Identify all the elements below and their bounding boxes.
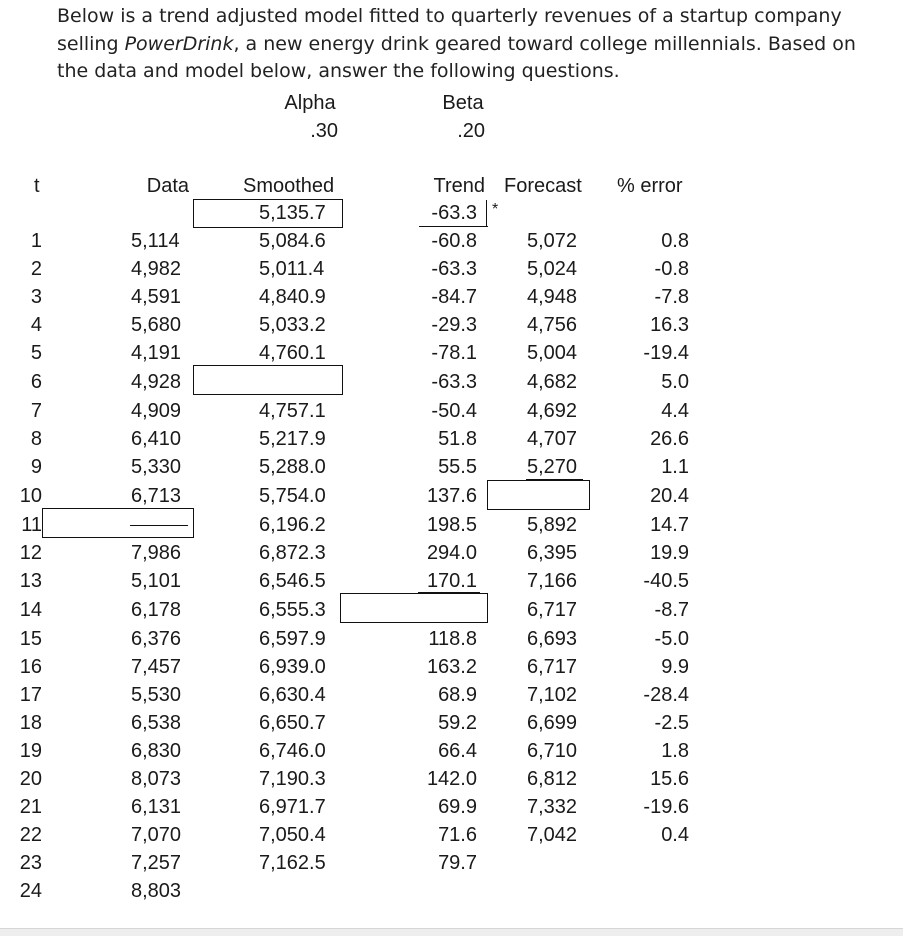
cell-smoothed: 7,162.5 (259, 852, 326, 874)
table-row (0, 339, 903, 367)
cell-error: -40.5 (643, 570, 689, 592)
cell-t: 13 (19, 570, 42, 592)
initial-trend: -63.3 (431, 202, 477, 224)
initial-trend-divider (486, 200, 487, 227)
cell-data: 7,457 (131, 656, 182, 678)
alpha-label: Alpha (284, 92, 336, 114)
cell-data: 5,330 (131, 456, 182, 478)
cell-data: 6,131 (131, 796, 182, 818)
table-row (0, 482, 903, 510)
cell-error: -0.8 (654, 258, 689, 280)
table-row (0, 397, 903, 425)
cell-error: 0.4 (661, 824, 689, 846)
cell-t: 9 (30, 456, 42, 478)
cell-t: 7 (30, 400, 42, 422)
cell-smoothed: 5,288.0 (259, 456, 326, 478)
cell-data: 6,376 (131, 628, 182, 650)
cell-forecast: 5,892 (527, 514, 578, 536)
cell-error: 19.9 (650, 542, 689, 564)
table-row (0, 849, 903, 877)
intro-text (57, 3, 857, 86)
cell-trend: 68.9 (438, 684, 477, 706)
cell-smoothed: 6,971.7 (259, 796, 326, 818)
table-row (0, 821, 903, 849)
beta-label: Beta (442, 92, 484, 114)
cell-smoothed: 5,754.0 (259, 485, 326, 507)
cell-smoothed: 5,217.9 (259, 428, 326, 450)
cell-error: 5.0 (661, 371, 689, 393)
cell-data: 6,830 (131, 740, 182, 762)
cell-trend: -84.7 (431, 286, 477, 308)
table-row (0, 539, 903, 567)
cell-data: 5,530 (131, 684, 182, 706)
cell-data: 7,070 (131, 824, 182, 846)
trend-t13-underline (418, 592, 480, 593)
cell-t: 6 (30, 371, 42, 393)
cell-smoothed: 4,840.9 (259, 286, 326, 308)
cell-t: 14 (19, 599, 42, 621)
cell-data: 7,986 (131, 542, 182, 564)
cell-data: 7,257 (131, 852, 182, 874)
cell-t: 24 (19, 880, 42, 902)
table-row (0, 737, 903, 765)
beta-value: .20 (457, 120, 485, 142)
cell-data: 8,803 (131, 880, 182, 902)
table-row (0, 283, 903, 311)
cell-trend: -78.1 (431, 342, 477, 364)
cell-smoothed: 7,050.4 (259, 824, 326, 846)
product-name: PowerDrink (124, 32, 234, 55)
cell-forecast: 7,332 (527, 796, 578, 818)
cell-data: 4,982 (131, 258, 182, 280)
cell-smoothed: 6,746.0 (259, 740, 326, 762)
cell-error: 0.8 (661, 230, 689, 252)
cell-smoothed: 6,630.4 (259, 684, 326, 706)
cell-t: 23 (19, 852, 42, 874)
cell-error: 20.4 (650, 485, 689, 507)
table-row (0, 311, 903, 339)
cell-forecast: 4,692 (527, 400, 578, 422)
cell-error: 15.6 (650, 768, 689, 790)
cell-data: 5,680 (131, 314, 182, 336)
intro-line-2-start: selling (57, 32, 125, 55)
cell-trend: -60.8 (431, 230, 477, 252)
header-trend: Trend (433, 175, 485, 197)
cell-smoothed: 5,011.4 (259, 258, 325, 280)
table-row (0, 227, 903, 255)
cell-t: 11 (21, 514, 42, 536)
cell-error: -19.6 (643, 796, 689, 818)
cell-error: -7.8 (654, 286, 689, 308)
cell-trend: 142.0 (426, 768, 477, 790)
cell-trend: 71.6 (438, 824, 477, 846)
cell-t: 10 (19, 485, 42, 507)
cell-data: 6,410 (131, 428, 182, 450)
intro-line-2-end: , a new energy drink geared toward college millennials. Based on (233, 32, 856, 55)
cell-t: 18 (19, 712, 42, 734)
cell-smoothed: 6,872.3 (259, 542, 326, 564)
table-row (0, 793, 903, 821)
cell-forecast: 5,004 (527, 342, 578, 364)
cell-smoothed: 6,196.2 (259, 514, 326, 536)
alpha-value: .30 (310, 120, 338, 142)
header-forecast: Forecast (504, 175, 582, 197)
cell-trend: -63.3 (431, 371, 477, 393)
table-row (0, 877, 903, 905)
cell-forecast: 6,710 (527, 740, 578, 762)
cell-trend: 51.8 (438, 428, 477, 450)
cell-trend: 163.2 (426, 656, 477, 678)
cell-smoothed: 6,939.0 (259, 656, 326, 678)
cell-error: -5.0 (654, 628, 689, 650)
table-row (0, 567, 903, 595)
cell-forecast: 7,166 (527, 570, 578, 592)
cell-t: 5 (30, 342, 42, 364)
cell-forecast: 4,682 (527, 371, 578, 393)
data-t10-underline (130, 525, 188, 526)
cell-trend: -50.4 (431, 400, 477, 422)
cell-data: 6,178 (131, 599, 182, 621)
table-row (0, 681, 903, 709)
cell-data: 6,538 (131, 712, 182, 734)
table-row (0, 596, 903, 624)
cell-trend: -63.3 (431, 258, 477, 280)
cell-t: 2 (30, 258, 42, 280)
cell-smoothed: 6,650.7 (259, 712, 326, 734)
cell-t: 3 (30, 286, 42, 308)
cell-forecast: 6,693 (527, 628, 578, 650)
cell-trend: 118.8 (428, 628, 477, 650)
intro-line-2 (57, 31, 857, 59)
cell-t: 21 (19, 796, 42, 818)
cell-trend: 170.1 (426, 570, 477, 592)
cell-t: 15 (19, 628, 42, 650)
table-row (0, 425, 903, 453)
cell-error: -28.4 (643, 684, 689, 706)
cell-forecast: 4,707 (527, 428, 578, 450)
cell-error: 9.9 (661, 656, 689, 678)
cell-t: 19 (19, 740, 42, 762)
cell-error: 26.6 (650, 428, 689, 450)
intro-line-3: the data and model below, answer the following questions. (57, 60, 620, 82)
intro-line-1: Below is a trend adjusted model fitted to quarterly revenues of a startup company (57, 5, 842, 27)
cell-data: 5,101 (131, 570, 182, 592)
cell-trend: -29.3 (431, 314, 477, 336)
cell-trend: 294.0 (426, 542, 477, 564)
cell-smoothed: 5,033.2 (259, 314, 326, 336)
cell-error: 16.3 (650, 314, 689, 336)
cell-data: 4,191 (131, 342, 182, 364)
cell-smoothed: 6,546.5 (259, 570, 326, 592)
cell-trend: 55.5 (438, 456, 477, 478)
cell-error: 1.8 (661, 740, 689, 762)
cell-forecast: 6,395 (527, 542, 578, 564)
table-row (0, 709, 903, 737)
cell-forecast: 6,717 (527, 599, 578, 621)
cell-forecast: 5,072 (527, 230, 578, 252)
table-row (0, 453, 903, 481)
cell-forecast: 6,699 (527, 712, 578, 734)
table-row (0, 368, 903, 396)
cell-forecast: 5,270 (527, 456, 578, 478)
header-smoothed: Smoothed (243, 175, 335, 197)
cell-smoothed: 7,190.3 (259, 768, 326, 790)
cell-smoothed: 6,555.3 (259, 599, 326, 621)
cell-error: -19.4 (643, 342, 689, 364)
cell-t: 17 (19, 684, 42, 706)
cell-data: 8,073 (131, 768, 182, 790)
forecast-t9-underline (526, 479, 583, 480)
cell-t: 1 (30, 230, 42, 252)
cell-forecast: 6,812 (527, 768, 578, 790)
cell-data: 4,591 (131, 286, 182, 308)
cell-trend: 198.5 (426, 514, 477, 536)
cell-trend: 137.6 (426, 485, 477, 507)
cell-smoothed: 4,760.1 (259, 342, 326, 364)
cell-smoothed: 4,757.1 (259, 400, 326, 422)
header-error: % error (617, 175, 683, 197)
cell-forecast: 5,024 (527, 258, 578, 280)
cell-data: 5,114 (131, 230, 180, 252)
header-data: Data (146, 175, 189, 197)
cell-t: 8 (30, 428, 42, 450)
cell-trend: 59.2 (438, 712, 477, 734)
cell-smoothed: 6,597.9 (259, 628, 326, 650)
cell-trend: 69.9 (438, 796, 477, 818)
cell-trend: 66.4 (438, 740, 477, 762)
cell-forecast: 4,756 (527, 314, 578, 336)
cell-forecast: 4,948 (527, 286, 578, 308)
initial-marker: * (492, 201, 499, 218)
initial-smoothed: 5,135.7 (259, 202, 326, 224)
cell-error: 1.1 (661, 456, 689, 478)
cell-error: 4.4 (661, 400, 689, 422)
cell-error: -2.5 (654, 712, 689, 734)
table-row (0, 765, 903, 793)
cell-trend: 79.7 (438, 852, 477, 874)
cell-forecast: 7,102 (527, 684, 578, 706)
cell-t: 12 (19, 542, 42, 564)
smoothed-t5-underline (258, 365, 333, 366)
cell-data: 4,909 (131, 400, 182, 422)
cell-t: 16 (19, 656, 42, 678)
cell-forecast: 6,717 (527, 656, 578, 678)
table-row (0, 625, 903, 653)
table-row (0, 653, 903, 681)
cell-error: 14.7 (650, 514, 689, 536)
cell-t: 4 (30, 314, 42, 336)
header-t: t (34, 175, 40, 197)
cell-t: 20 (19, 768, 42, 790)
table-row (0, 255, 903, 283)
cell-error: -8.7 (654, 599, 689, 621)
cell-data: 4,928 (131, 371, 182, 393)
cell-forecast: 7,042 (527, 824, 578, 846)
cell-data: 6,713 (131, 485, 182, 507)
cell-t: 22 (19, 824, 42, 846)
cell-smoothed: 5,084.6 (259, 230, 326, 252)
